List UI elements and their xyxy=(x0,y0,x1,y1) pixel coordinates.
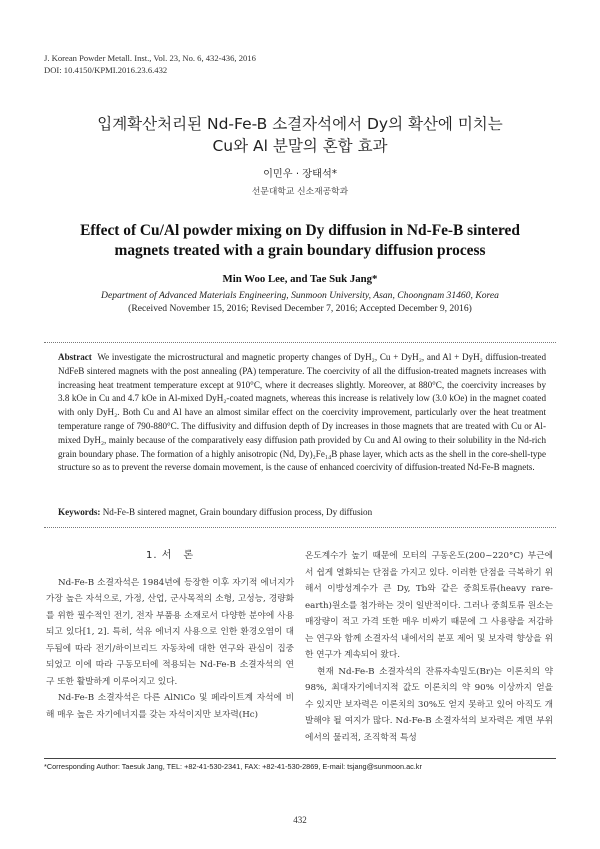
page-number: 432 xyxy=(293,815,307,825)
journal-header xyxy=(44,52,256,76)
english-title-line2: magnets treated with a grain boundary diffusion process xyxy=(114,242,486,259)
abstract-top-rule xyxy=(44,342,556,343)
keywords-label: Keywords: xyxy=(58,507,101,517)
journal-citation: J. Korean Powder Metall. Inst., Vol. 23, No. 6, 432-436, 2016 xyxy=(44,53,256,63)
footnote-rule xyxy=(44,758,556,759)
abstract-label: Abstract xyxy=(58,352,92,362)
body-paragraph: Nd-Fe-B 소결자석은 1984년에 등장한 이후 자기적 에너지가 가장 높은 자석으로, 가정, 산업, 군사목적의 소형, 고성능, 경량화를 위한 필수적인 전기, 전자 부품용 소재로서 다양한 분야에 사용되고 있다[1, 2]. 특히, 석유 에너지 사용으로 인한 환경오염이 대두됨에 따라 전기/하이브리드 자동차에 대한 연구와 관심이 집중되었고 이에 따라 구동모터에 적용되는 Nd-Fe-B 소결자석의 연구 또한 활발하게 이루어지고 있다. xyxy=(46,577,294,687)
corresponding-author-footnote: *Corresponding Author: Taesuk Jang, TEL: +82-41-530-2341, FAX: +82-41-530-2869, E-mail: tsjang@sunmoon.ac.kr xyxy=(44,762,422,771)
english-title-line1: Effect of Cu/Al powder mixing on Dy diffusion in Nd-Fe-B sintered xyxy=(80,222,520,239)
body-column-left xyxy=(46,548,294,723)
doi: DOI: 10.4150/KPMI.2016.23.6.432 xyxy=(44,65,168,75)
received-dates: (Received November 15, 2016; Revised December 7, 2016; Accepted December 9, 2016) xyxy=(128,303,472,314)
section-heading: 1. 서 론 xyxy=(145,550,195,561)
keywords-text: Nd-Fe-B sintered magnet, Grain boundary diffusion process, Dy diffusion xyxy=(102,507,373,517)
korean-authors: 이민우 · 장태석* xyxy=(263,169,337,180)
body-column-right xyxy=(305,548,553,746)
korean-affiliation: 선문대학교 신소재공학과 xyxy=(251,187,349,197)
english-title xyxy=(60,221,540,261)
korean-title-line2: Cu와 Al 분말의 혼합 효과 xyxy=(212,137,388,155)
english-authors: Min Woo Lee, and Tae Suk Jang* xyxy=(222,273,378,285)
body-paragraph: 현재 Nd-Fe-B 소결자석의 잔류자속밀도(Br)는 이론치의 약 98%, 최대자기에너지적 값도 이론치의 약 90% 이상까지 얻을 수 있지만 보자력은 이론치의 30%도 얻지 못하고 있어 아직도 개발해야 될 여지가 많다. Nd-Fe-B 소결자석의 보자력은 계면 부위에서의 물리적, 조직학적 특성 xyxy=(305,666,553,743)
body-paragraph: 온도계수가 높기 때문에 모터의 구동온도(200~220°C) 부근에서 쉽게 열화되는 단점을 가지고 있다. 이러한 단점을 극복하기 위해서 이방성계수가 큰 Dy, Tb와 같은 중희토류(heavy rare-earth)원소를 첨가하는 것이 일반적이다. 그러나 중희토류 원소는 매장량이 적고 가격 또한 매우 비싸기 때문에 그 사용량을 저감하는 연구와 함께 소결자석 내에서의 분포 제어 및 보자력 향상을 위한 연구가 계속되어 왔다. xyxy=(305,551,553,660)
body-paragraph: Nd-Fe-B 소결자석은 다른 AlNiCo 및 페라이트계 자석에 비해 매우 높은 자기에너지를 갖는 자석이지만 보자력(Hc) xyxy=(46,693,294,720)
korean-title xyxy=(60,113,540,157)
abstract-bottom-rule xyxy=(44,527,556,528)
abstract-text: We investigate the microstructural and magnetic property changes of DyH₂, Cu + DyH₂, and Al + DyH₂ diffusion-treated NdFeB sintered magnets with the post annealing (PA) temperature. The coercivity of all the diffusion-treated magnets increases with increasing heat treatment temperature except at 910°C, where it decreases slightly. Moreover, at 880°C, the coercivity increases by 3.8 kOe in Cu and 4.7 kOe in Al-mixed DyH₂-coated magnets, whereas this increase is relatively low (3.0 kOe) in the magnet coated with only DyH₂. Both Cu and Al have an almost similar effect on the coercivity improvement, particularly over the heat treatment temperature range of 790-880°C. The diffusivity and diffusion depth of Dy increases in those magnets that are treated with Cu or Al-mixed DyH₂, mainly because of the comparatively easy diffusion path provided by Cu and Al owing to their solubility in the Nd-rich grain boundary phase. The formation of a highly anisotropic (Nd, Dy)₂Fe₁₄B phase layer, which acts as the shell in the core-shell-type structure so as to prevent the reverse domain movement, is the cause of enhanced coercivity of diffusion-treated Nd-Fe-B magnets. xyxy=(58,352,546,473)
abstract xyxy=(58,351,546,475)
korean-title-line1: 입계확산처리된 Nd-Fe-B 소결자석에서 Dy의 확산에 미치는 xyxy=(97,115,503,133)
keywords xyxy=(58,507,546,517)
english-affiliation: Department of Advanced Materials Engineering, Sunmoon University, Asan, Choongnam 31460, Korea xyxy=(101,290,499,301)
